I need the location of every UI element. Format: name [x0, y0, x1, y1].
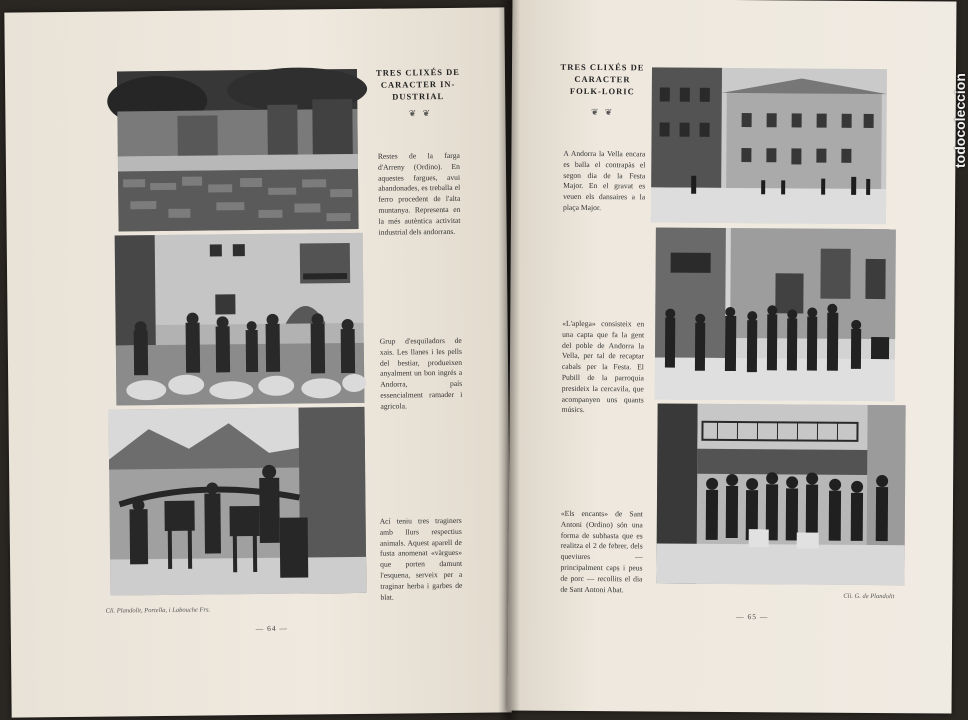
photo-muleteers [108, 407, 366, 596]
photo-encants [656, 403, 905, 585]
page-number: — 64 — [255, 623, 289, 634]
caption-aplega: «L'aplega» consisteix en una capta que fa la gent del poble de Andorra la Vella, per tal de recaptar cabals per la Festa. El Pubill de la parroquia presideix la cercavila, que acompanyen uns quants músics. [561, 318, 645, 415]
heading-line: CARACTER [574, 73, 631, 85]
caption-forge: Restes de la farga d'Arreny (Ordino). En aquestes fargues, avui abandonades, es treballa el ferro procedent de l'alta muntanya. Representa en la més autèntica activitat industrial dels andorrans. [377, 150, 461, 237]
photo-credit: Cli. G. de Plandolit [843, 592, 895, 601]
heading-line: CARACTER IN- [380, 78, 456, 90]
book-spine-shadow [498, 0, 520, 720]
heading-line: DUSTRIAL [392, 91, 445, 102]
section-heading [373, 66, 463, 103]
photo-aplega [655, 227, 896, 401]
watermark-text: todocoleccion [952, 73, 968, 168]
right-page [508, 0, 957, 714]
page-number: — 65 — [736, 612, 769, 622]
ornament-icon: ❦ ❦ [590, 107, 615, 118]
caption-dance: A Andorra la Vella encara es balla el contrapàs el segon dia de la Festa Major. En el gravat es veuen els dansaires a la plaça Major. [563, 148, 646, 213]
left-page [4, 7, 511, 717]
photo-sheep-shearers [115, 233, 365, 406]
watermark [934, 8, 968, 168]
section-heading [560, 61, 645, 98]
heading-line: TRES CLIXÉS DE [560, 61, 645, 73]
heading-line: TRES CLIXÉS DE [375, 66, 460, 78]
ornament-icon: ❦ ❦ [408, 108, 433, 119]
photo-forge-ruins [117, 69, 359, 232]
photo-plaza-dance [651, 67, 887, 224]
photo-credit: Cli. Plandolit, Portella, i Labouche Frs. [105, 606, 211, 615]
caption-shearers: Grup d'esquiladors de xais. Les llanes i les pells del bestiar, produeixen anyalment un bon ingrés a Andorra, país essencialment ramader i agricola. [379, 335, 463, 411]
caption-muleteers: Ací teniu tres traginers amb llurs respectius animals. Aquest aparell de fusta anomenat «vàrgues» que porten damunt l'esquena, serveix per a traginar herba i garbes de blat. [379, 515, 463, 602]
caption-encants: «Els encants» de Sant Antoni (Ordino) són una forma de subhasta que es realitza el 2 de febrer, dels queviures — principalment caps i peus de porc — recollits el dia de Sant Antoni Abat. [560, 508, 643, 594]
heading-line: FOLK-LORIC [569, 85, 635, 97]
